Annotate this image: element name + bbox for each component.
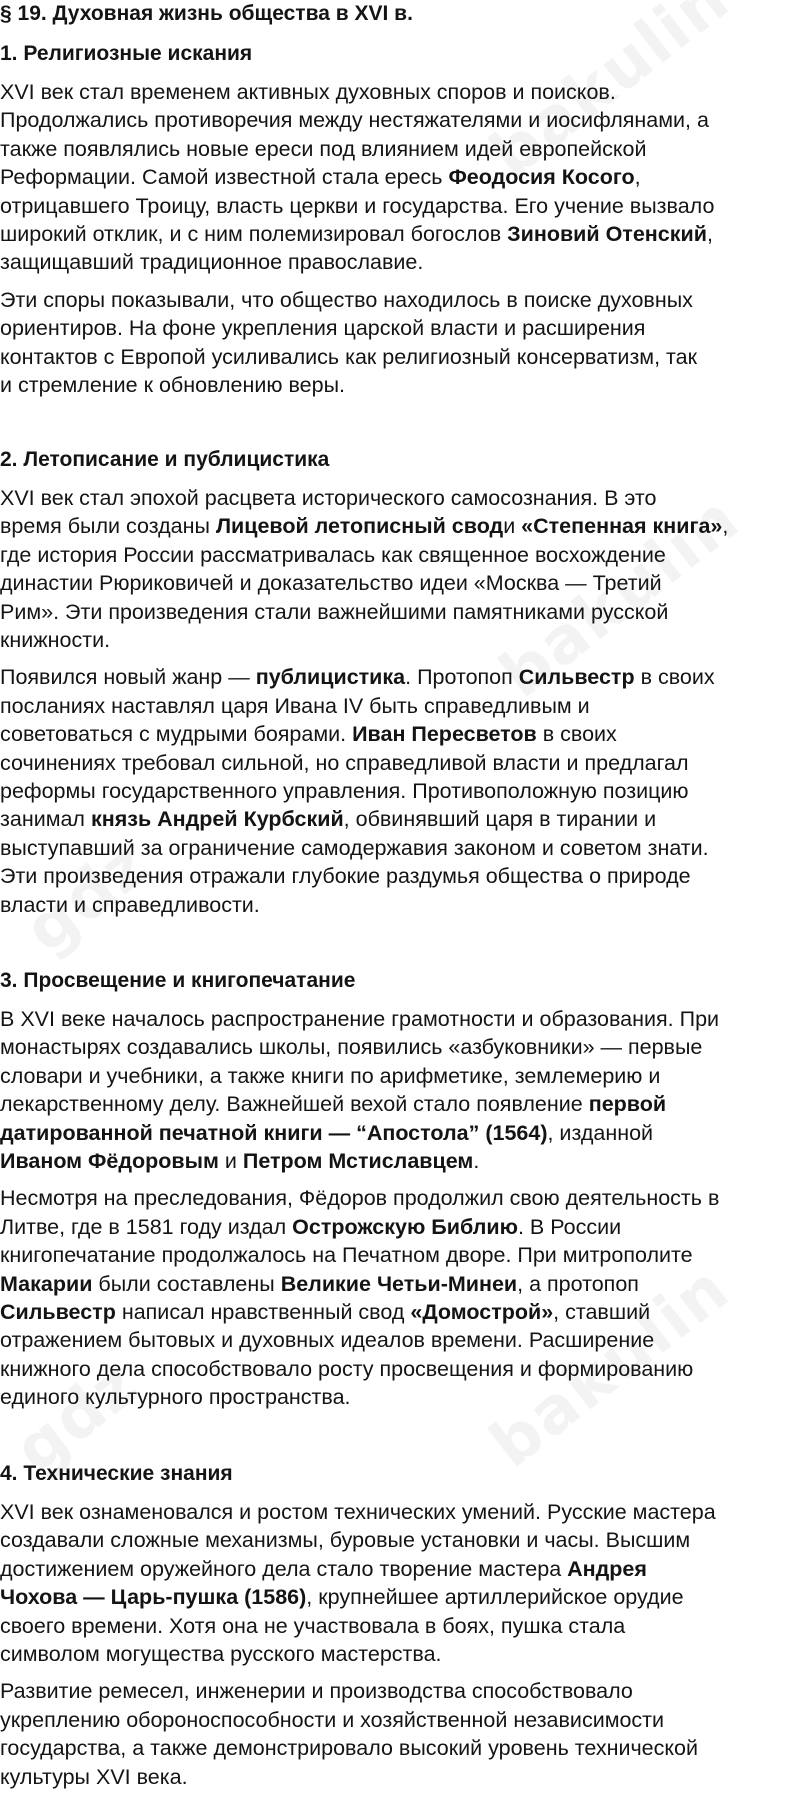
text-line: также появлялись новые ереси под влиянием идей европейской — [0, 136, 647, 161]
text-line: время были созданы Лицевой летописный своди «Степенная книга», — [0, 514, 729, 539]
text-line: датированной печатной книги — “Апостола” (1564), изданной — [0, 1120, 654, 1145]
text-line: контактов с Европой усиливались как религиозный консерватизм, так — [0, 344, 697, 369]
paragraph — [0, 78, 800, 277]
text-line: власти и справедливости. — [0, 892, 260, 917]
text-line: укреплению обороноспособности и хозяйственной независимости — [0, 1707, 665, 1732]
text-line: XVI век стал эпохой расцвета исторического самосознания. В это — [0, 486, 657, 510]
text-line: XVI век ознаменовался и ростом технических умений. Русские мастера — [0, 1500, 716, 1524]
text-line: и стремление к обновлению веры. — [0, 373, 346, 398]
text-line: Иваном Фёдоровым и Петром Мстиславцем. — [0, 1149, 480, 1174]
text-line: создавали сложные механизмы, буровые установки и часы. Высшим — [0, 1528, 691, 1553]
text-line: отрицавшего Троицу, власть церкви и государства. Его учение вызвало — [0, 193, 715, 218]
text-line: государства, а также демонстрировало высокий уровень технической — [0, 1736, 698, 1761]
bold-term: Острожскую Библию — [292, 1214, 518, 1239]
text-line: Макарии были составлены Великие Четьи-Минеи, а протопоп — [0, 1271, 639, 1296]
text-line: словари и учебники, а также книги по арифметике, землемерию и — [0, 1063, 661, 1088]
bold-term: Лицевой летописный свод — [215, 514, 504, 539]
text-line: культуры XVI века. — [0, 1764, 188, 1789]
text-line: Чохова — Царь-пушка (1586), крупнейшее артиллерийское орудие — [0, 1585, 684, 1610]
paragraph — [0, 663, 800, 919]
paragraph — [0, 1677, 800, 1791]
text-line: советоваться с мудрыми боярами. Иван Пересветов в своих — [0, 722, 617, 747]
text-line: достижением оружейного дела стало творение мастера Андрея — [0, 1556, 647, 1581]
text-line: широкий отклик, и с ним полемизировал богослов Зиновий Отенский, — [0, 222, 713, 247]
bold-term: Макарии — [0, 1271, 93, 1296]
bold-term: датированной печатной книги — “Апостола” (1564) — [0, 1120, 548, 1145]
text-line: ориентиров. На фоне укрепления царской власти и расширения — [0, 316, 646, 341]
text-line: династии Рюриковичей и доказательство идеи «Москва — Третий — [0, 571, 662, 596]
text-line: где история России рассматривалась как священное восхождение — [0, 542, 666, 567]
text-line: реформы государственного управления. Противоположную позицию — [0, 779, 689, 804]
bold-term: Феодосия Косого — [448, 165, 635, 190]
section-heading: 3. Просвещение и книгопечатание — [0, 969, 356, 992]
text-line: монастырях создавались школы, появились «азбуковники» — первые — [0, 1035, 703, 1060]
bold-term: публицистика — [255, 665, 406, 690]
bold-term: первой — [588, 1092, 667, 1117]
text-line: Сильвестр написал нравственный свод «Домострой», ставший — [0, 1300, 651, 1325]
text-line: Появился новый жанр — публицистика. Протопоп Сильвестр в своих — [0, 665, 715, 690]
bold-term: Сильвестр — [518, 665, 635, 690]
paragraph — [0, 1005, 800, 1175]
paragraph — [0, 286, 800, 400]
bold-term: Петром Мстиславцем — [242, 1149, 474, 1174]
text-line: XVI век стал временем активных духовных споров и поисков. — [0, 80, 616, 104]
section-heading: 2. Летописание и публицистика — [0, 448, 330, 471]
paragraph — [0, 1184, 800, 1411]
text-line: сочинениях требовал сильной, но справедливой власти и предлагал — [0, 750, 689, 775]
text-line: В XVI веке началось распространение грамотности и образования. При — [0, 1007, 720, 1031]
text-line: книжного дела способствовало росту просвещения и формированию — [0, 1356, 694, 1381]
paragraph — [0, 484, 800, 654]
section-chronicles — [0, 446, 800, 919]
section-heading: 1. Религиозные искания — [0, 42, 253, 65]
text-line: Развитие ремесел, инженерии и производства способствовало — [0, 1679, 633, 1704]
text-line: Рим». Эти произведения стали важнейшими памятниками русской — [0, 599, 669, 624]
paragraph — [0, 1498, 800, 1668]
bold-term: Чохова — Царь-пушка (1586) — [0, 1585, 307, 1610]
bold-term: Зиновий Отенский — [507, 222, 707, 247]
section-religious — [0, 40, 800, 399]
text-line: единого культурного пространства. — [0, 1385, 351, 1410]
text-line: лекарственному делу. Важнейшей вехой стало появление первой — [0, 1092, 667, 1117]
section-technical — [0, 1460, 800, 1791]
bold-term: Андрея — [567, 1556, 647, 1581]
text-line: Реформации. Самой известной стала ересь Феодосия Косого, — [0, 165, 641, 190]
text-line: занимал князь Андрей Курбский, обвинявший царя в тирании и — [0, 807, 657, 832]
bold-term: Великие Четьи-Минеи — [280, 1271, 518, 1296]
text-line: выступавший за ограничение самодержавия законом и советом знати. — [0, 835, 709, 860]
text-line: Эти произведения отражали глубокие раздумья общества о природе — [0, 864, 691, 889]
text-line: посланиях наставлял царя Ивана IV быть справедливым и — [0, 693, 590, 718]
text-line: Несмотря на преследования, Фёдоров продолжил свою деятельность в — [0, 1186, 720, 1211]
text-line: своего времени. Хотя она не участвовала в боях, пушка стала — [0, 1613, 626, 1638]
section-enlightenment — [0, 967, 800, 1412]
text-line: Продолжались противоречия между нестяжателями и иосифлянами, а — [0, 108, 709, 133]
bold-term: Сильвестр — [0, 1300, 116, 1325]
bold-term: «Домострой» — [410, 1300, 554, 1325]
bold-term: Иваном Фёдоровым — [0, 1149, 219, 1174]
bold-term: князь Андрей Курбский — [90, 807, 344, 832]
text-line: Литве, где в 1581 году издал Острожскую Библию. В России — [0, 1214, 622, 1239]
page-title: § 19. Духовная жизнь общества в XVI в. — [0, 2, 413, 25]
text-line: книжности. — [0, 628, 111, 653]
text-line: книгопечатание продолжалось на Печатном дворе. При митрополите — [0, 1243, 693, 1268]
bold-term: «Степенная книга» — [521, 514, 723, 539]
text-line: Эти споры показывали, что общество находилось в поиске духовных — [0, 287, 693, 312]
section-heading: 4. Технические знания — [0, 1462, 233, 1485]
bold-term: Иван Пересветов — [352, 722, 537, 747]
text-line: символом могущества русского мастерства. — [0, 1642, 442, 1667]
text-line: отражением бытовых и духовных идеалов времени. Расширение — [0, 1328, 655, 1353]
text-line: защищавший традиционное православие. — [0, 250, 424, 275]
